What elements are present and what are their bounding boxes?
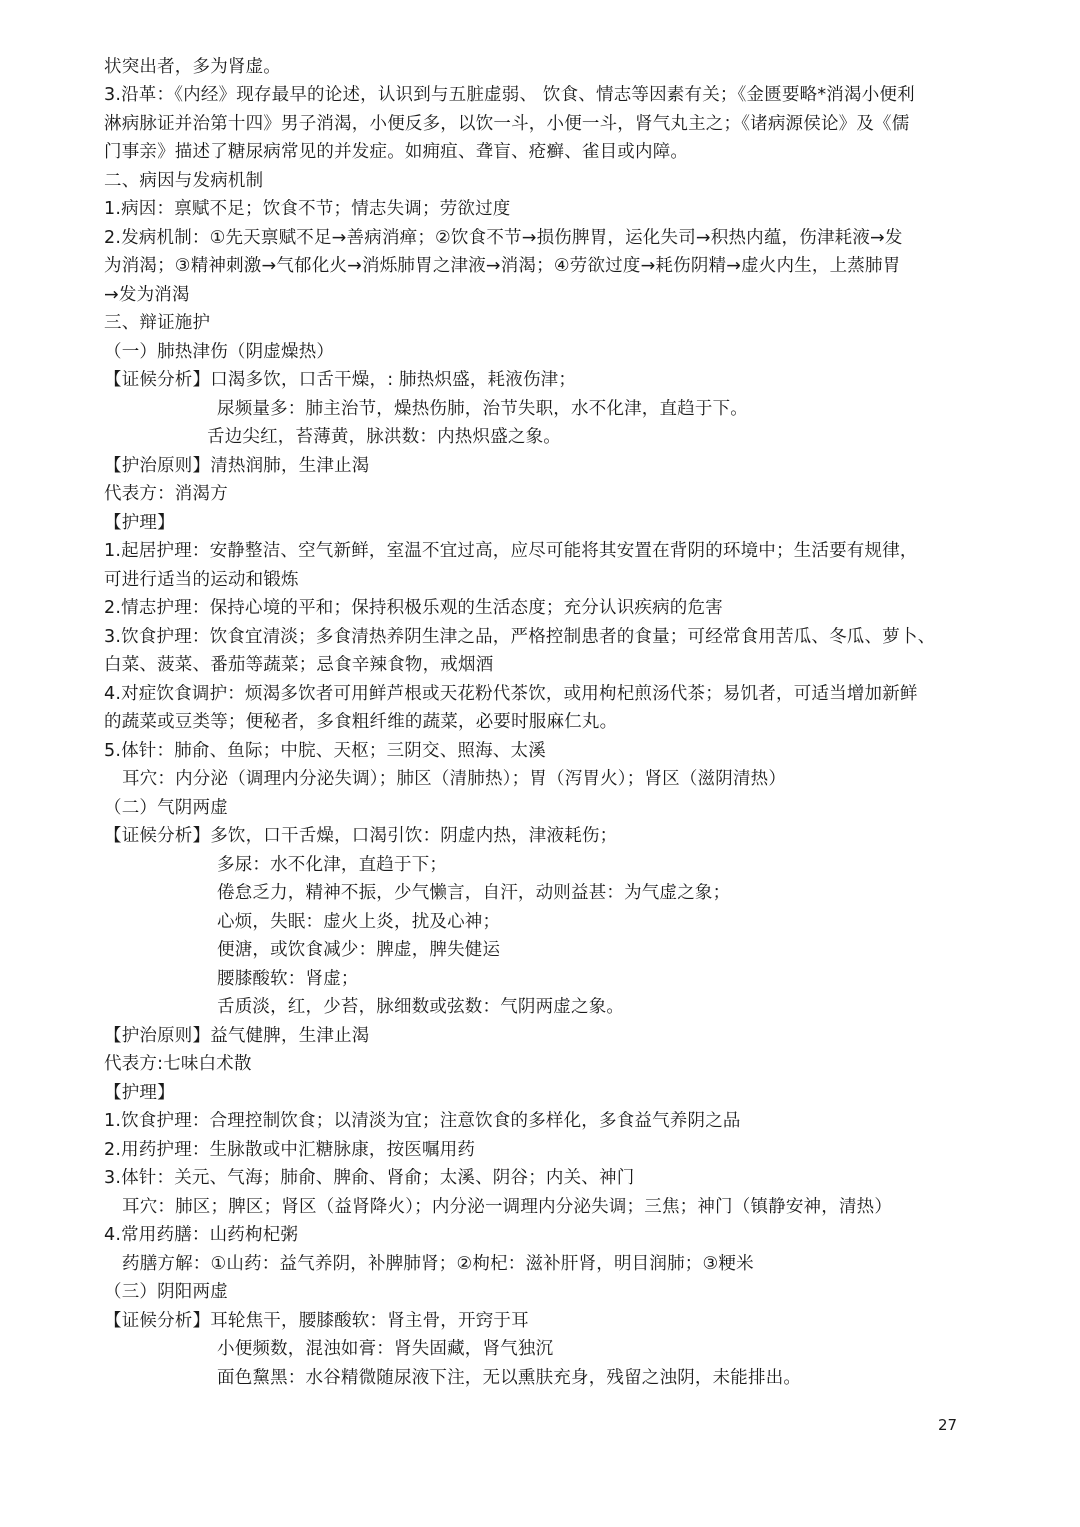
text-line: 1.饮食护理：合理控制饮食；以清淡为宜；注意饮食的多样化，多食益气养阴之品 xyxy=(104,1111,741,1131)
text-line: 倦怠乏力，精神不振，少气懒言，自汗，动则益甚：为气虚之象； xyxy=(217,883,731,903)
text-line: 淋病脉证并治第十四》男子消渴，小便反多，以饮一斗，小便一斗，肾气丸主之；《诸病源侯论》及《儒 xyxy=(104,114,910,134)
text-line: 腰膝酸软：肾虚； xyxy=(217,969,359,989)
text-line: 【护治原则】清热润肺，生津止渴 xyxy=(104,456,370,476)
text-line: 【证候分析】耳轮焦干，腰膝酸软：肾主骨，开窍于耳 xyxy=(104,1311,529,1331)
text-line: 小便频数，混浊如膏：肾失固藏，肾气独沉 xyxy=(217,1339,554,1359)
text-line: 【证候分析】多饮，口干舌燥，口渴引饮：阴虚内热，津液耗伤； xyxy=(104,826,618,846)
text-line: 代表方:七味白术散 xyxy=(104,1054,252,1074)
text-line: 4.常用药膳：山药枸杞粥 xyxy=(104,1225,299,1245)
section-heading: 二、病因与发病机制 xyxy=(104,171,264,191)
text-line: 舌边尖红，苔薄黄，脉洪数：内热炽盛之象。 xyxy=(207,427,561,447)
text-line: 【护理】 xyxy=(104,513,175,533)
text-line: 白菜、菠菜、番茄等蔬菜；忌食辛辣食物，戒烟酒 xyxy=(104,655,494,675)
subsection-heading: （三）阴阳两虚 xyxy=(104,1282,228,1302)
text-line: 2.用药护理：生脉散或中汇糖脉康，按医嘱用药 xyxy=(104,1140,476,1160)
text-line: 3.饮食护理：饮食宜清淡；多食清热养阴生津之品，严格控制患者的食量；可经常食用苦瓜、冬瓜、萝卜、 xyxy=(104,627,936,647)
text-line: 代表方：消渴方 xyxy=(104,484,228,504)
text-line: 面色黧黑：水谷精微随尿液下注，无以熏肤充身，残留之浊阴，未能排出。 xyxy=(217,1368,802,1388)
text-line: 2.发病机制：①先天禀赋不足→善病消瘅；②饮食不节→损伤脾胃，运化失司→积热内蕴，伤津耗液→发 xyxy=(104,228,903,248)
text-line: 【护理】 xyxy=(104,1083,175,1103)
subsection-heading: （一）肺热津伤（阴虚燥热） xyxy=(104,342,335,362)
text-line: 1.起居护理：安静整洁、空气新鲜，室温不宜过高，应尽可能将其安置在背阴的环境中；生活要有规律， xyxy=(104,541,918,561)
subsection-heading: （二）气阴两虚 xyxy=(104,798,228,818)
text-line: 3.体针：关元、气海；肺俞、脾俞、肾俞；太溪、阴谷；内关、神门 xyxy=(104,1168,635,1188)
text-line: 1.病因：禀赋不足；饮食不节；情志失调；劳欲过度 xyxy=(104,199,511,219)
text-line: 便溏，或饮食减少：脾虚，脾失健运 xyxy=(217,940,501,960)
text-line: 耳穴：内分泌（调理内分泌失调）；肺区（清肺热）；胃（泻胃火）；肾区（滋阴清热） xyxy=(122,769,787,789)
text-line: 药膳方解：①山药：益气养阴，补脾肺肾；②枸杞：滋补肝肾，明目润肺；③粳米 xyxy=(122,1254,754,1274)
text-line: 2.情志护理：保持心境的平和；保持积极乐观的生活态度；充分认识疾病的危害 xyxy=(104,598,723,618)
text-line: 尿频量多：肺主治节，燥热伤肺，治节失职，水不化津，直趋于下。 xyxy=(217,399,748,419)
text-line: 5.体针：肺俞、鱼际；中脘、天枢；三阴交、照海、太溪 xyxy=(104,741,546,761)
text-line: 状突出者，多为肾虚。 xyxy=(104,57,281,77)
text-line: 为消渴；③精神刺激→气郁化火→消烁肺胃之津液→消渴；④劳欲过度→耗伤阴精→虚火内生，上蒸肺胃 xyxy=(104,256,901,276)
section-heading: 三、辩证施护 xyxy=(104,313,211,333)
text-line: 心烦，失眠：虚火上炎，扰及心神； xyxy=(217,912,501,932)
text-line: 【证候分析】口渴多饮，口舌干燥，: 肺热炽盛，耗液伤津； xyxy=(104,370,577,390)
text-line: 【护治原则】益气健脾，生津止渴 xyxy=(104,1026,370,1046)
text-line: 舌质淡，红，少苔，脉细数或弦数：气阴两虚之象。 xyxy=(217,997,625,1017)
text-line: 多尿：水不化津，直趋于下； xyxy=(217,855,448,875)
text-line: 耳穴：肺区；脾区；肾区（益肾降火）；内分泌一调理内分泌失调；三焦；神门（镇静安神，清热） xyxy=(122,1197,893,1217)
text-line: 门事亲》描述了糖尿病常见的并发症。如痈疽、聋盲、疮癣、雀目或内障。 xyxy=(104,142,689,162)
page-number: 27 xyxy=(938,1416,958,1434)
text-line: 可进行适当的运动和锻炼 xyxy=(104,570,299,590)
text-line: 4.对症饮食调护：烦渴多饮者可用鲜芦根或天花粉代茶饮，或用枸杞煎汤代茶；易饥者，可适当增加新鲜 xyxy=(104,684,918,704)
text-line: 的蔬菜或豆类等；便秘者，多食粗纤维的蔬菜，必要时服麻仁丸。 xyxy=(104,712,618,732)
text-line: 3.沿革：《内经》现存最早的论述，认识到与五脏虚弱、 饮食、情志等因素有关；《金匮要略*消渴小便利 xyxy=(104,85,915,105)
text-line: →发为消渴 xyxy=(104,285,190,305)
